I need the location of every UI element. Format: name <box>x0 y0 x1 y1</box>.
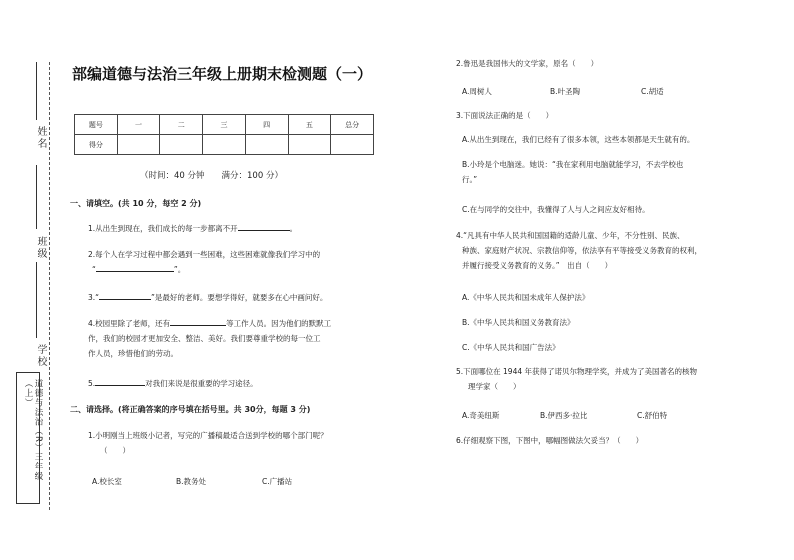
s2-question-4 <box>456 228 756 273</box>
s1-q4-line3: 作人员，珍惜他们的劳动。 <box>88 349 178 358</box>
s2-q1-paren: （ ） <box>100 446 130 455</box>
s1-q3-open: 3.“ <box>88 293 100 302</box>
grade-box <box>16 372 43 504</box>
class-label: 班级 <box>35 236 46 260</box>
score-table-header-cell: 一 <box>117 115 160 135</box>
binding-margin <box>0 0 60 560</box>
score-cell[interactable] <box>203 135 246 155</box>
section1-title: 一、请填空。(共 10 分，每空 2 分) <box>70 199 202 208</box>
score-cell[interactable] <box>245 135 288 155</box>
exam-title: 部编道德与法治三年级上册期末检测题（一） <box>72 65 373 83</box>
s1-q4-blank[interactable] <box>170 316 226 326</box>
score-table-header-cell: 三 <box>203 115 246 135</box>
s2-q2-option-b[interactable]: B.叶圣陶 <box>550 87 581 96</box>
s1-q2-open-quote: “ <box>92 265 96 274</box>
s1-question-3 <box>88 290 327 305</box>
s2-q5-option-c[interactable]: C.舒伯特 <box>637 411 668 420</box>
name-field[interactable] <box>36 62 37 120</box>
score-row-label: 得分 <box>75 135 118 155</box>
score-table-header-cell: 五 <box>288 115 331 135</box>
s1-question-4 <box>88 316 388 361</box>
s1-question-5 <box>88 376 258 391</box>
s2-q1-option-a[interactable]: A.校长室 <box>92 477 122 486</box>
s2-q4-option-c[interactable]: C.《中华人民共和国广告法》 <box>462 343 560 352</box>
time-and-score: （时间：40 分钟 满分：100 分） <box>140 171 283 181</box>
s1-q3-blank[interactable] <box>99 290 151 300</box>
s1-q1-blank[interactable] <box>238 221 290 231</box>
name-label: 姓名 <box>35 126 46 150</box>
s2-q1-option-c[interactable]: C.广播站 <box>262 477 293 486</box>
score-table-header-cell: 题号 <box>75 115 118 135</box>
s2-q1-option-b[interactable]: B.教务处 <box>176 477 207 486</box>
s2-q1-stem: 1.小明刚当上班级小记者，写完的广播稿最适合送到学校的哪个部门呢？ <box>88 431 328 440</box>
s2-q3-option-a[interactable]: A.从出生到现在，我们已经有了很多本领，这些本领都是天生就有的。 <box>462 135 695 144</box>
s2-q2-option-c[interactable]: C.胡适 <box>641 87 664 96</box>
s1-question-2 <box>88 247 388 277</box>
score-cell[interactable] <box>117 135 160 155</box>
s2-q4-line2: 种族、家庭财产状况、宗教信仰等，依法享有平等接受义务教育的权利， <box>462 246 702 255</box>
s1-q3-text: ”是最好的老师。要想学得好，就要多在心中画问好。 <box>151 293 328 302</box>
s2-q3-option-c[interactable]: C.在与同学的交往中，我懂得了人与人之间应友好相待。 <box>462 205 650 214</box>
grade-box-text: 道德与法治（R）三年级（上） <box>23 379 43 481</box>
s1-q2-line2 <box>88 262 388 277</box>
s1-q2-close-quote: ”。 <box>173 265 186 274</box>
class-field[interactable] <box>36 165 37 229</box>
s1-q1-text: 1.从出生到现在，我们成长的每一步都离不开 <box>88 224 238 233</box>
s1-q5-num: 5. <box>88 379 96 388</box>
s1-q4-text-b: 等工作人员。因为他们的默默工 <box>226 319 332 328</box>
s2-question-5 <box>456 364 756 394</box>
s1-q4-line2: 作，我们的校园才更加安全、整洁、美好。我们要尊重学校的每一位工 <box>88 334 321 343</box>
s2-q2-option-a[interactable]: A.周树人 <box>462 87 492 96</box>
score-table <box>74 114 374 155</box>
s2-q4-option-a[interactable]: A.《中华人民共和国未成年人保护法》 <box>462 293 590 302</box>
school-field[interactable] <box>36 262 37 338</box>
school-label: 学校 <box>35 344 46 368</box>
s1-q2-blank[interactable] <box>96 262 174 272</box>
score-table-header-cell: 四 <box>245 115 288 135</box>
s2-q3-option-b-line2: 行。” <box>462 175 478 184</box>
s2-q3-option-b[interactable] <box>462 157 752 187</box>
s2-q4-line3: 并履行接受义务教育的义务。” 出自（ ） <box>462 261 613 270</box>
s1-q4-text-a: 4.校园里除了老师，还有 <box>88 319 171 328</box>
s1-q2-line1: 2.每个人在学习过程中都会遇到一些困难，这些困难就像我们学习中的 <box>88 250 321 259</box>
s2-question-2: 2.鲁迅是我国伟大的文学家，原名（ ） <box>456 59 599 68</box>
s2-q4-option-b[interactable]: B.《中华人民共和国义务教育法》 <box>462 318 575 327</box>
s1-q5-blank[interactable] <box>95 376 145 386</box>
s2-question-3: 3.下面说法正确的是（ ） <box>456 111 554 120</box>
score-cell[interactable] <box>331 135 374 155</box>
s2-q3-option-b-line1: B.小玲是个电脑迷。她说：“我在家利用电脑就能学习，不去学校也 <box>462 160 684 169</box>
s2-question-6: 6.仔细观察下图，下图中，哪幅图做法欠妥当？（ ） <box>456 436 644 445</box>
s2-q5-line2: 理学家（ ） <box>468 382 521 391</box>
s1-q5-text: 对我们来说是很重要的学习途径。 <box>145 379 258 388</box>
binding-dashed-line <box>49 62 50 510</box>
score-cell[interactable] <box>160 135 203 155</box>
s2-question-1 <box>88 428 388 458</box>
score-table-score-row <box>75 135 374 155</box>
score-cell[interactable] <box>288 135 331 155</box>
score-table-header-row <box>75 115 374 135</box>
section2-title: 二、请选择。(将正确答案的序号填在括号里。共 30分，每题 3 分) <box>70 405 311 414</box>
score-table-header-cell: 总分 <box>331 115 374 135</box>
s2-q5-line1: 5.下面哪位在 1944 年获得了诺贝尔物理学奖，并成为了美国著名的核物 <box>456 367 698 376</box>
score-table-header-cell: 二 <box>160 115 203 135</box>
s1-question-1 <box>88 221 297 236</box>
s2-q4-line1: 4.“凡具有中华人民共和国国籍的适龄儿童、少年，不分性别、民族、 <box>456 231 685 240</box>
s2-q5-option-b[interactable]: B.伊西多·拉比 <box>540 411 588 420</box>
s1-q1-end: 。 <box>289 224 298 233</box>
s2-q5-option-a[interactable]: A.奇美纽斯 <box>462 411 500 420</box>
